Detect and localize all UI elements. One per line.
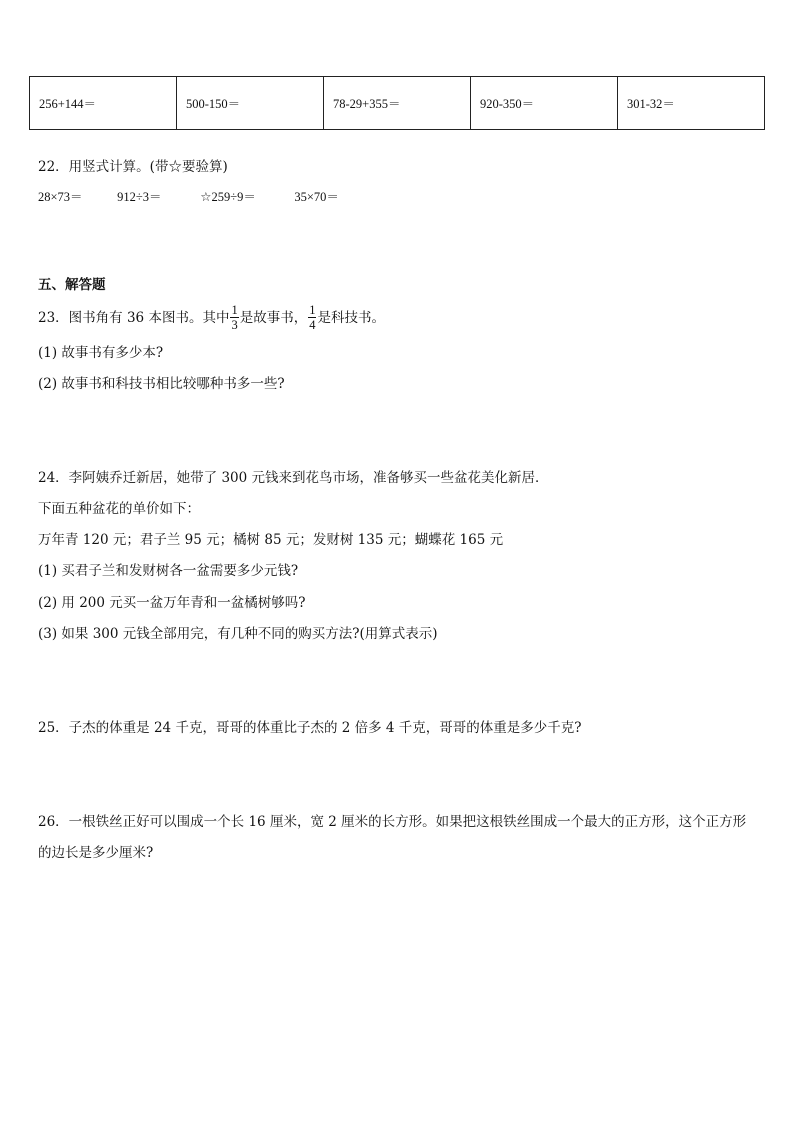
table-cell: 78-29+355＝ — [324, 77, 471, 130]
table-cell: 301-32＝ — [618, 77, 765, 130]
oral-calc-table — [29, 76, 765, 130]
table-cell: 920-350＝ — [471, 77, 618, 130]
expression: ☆259÷9＝ — [200, 190, 256, 204]
question-22-heading: 22．用竖式计算。(带☆要验算) — [38, 159, 228, 175]
expression: 912÷3＝ — [117, 190, 162, 204]
section-title: 五、解答题 — [38, 277, 106, 293]
question-23-sub1: (1) 故事书有多少本? — [38, 345, 164, 361]
question-24-line2: 下面五种盆花的单价如下： — [38, 501, 200, 517]
question-26-line2: 的边长是多少厘米? — [38, 845, 154, 861]
question-26-line1: 26．一根铁丝正好可以围成一个长 16 厘米，宽 2 厘米的长方形。如果把这根铁丝围成一个最大的正方形，这个正方形 — [38, 814, 747, 830]
fraction-denominator: 3 — [231, 318, 238, 332]
question-24-sub1: (1) 买君子兰和发财树各一盆需要多少元钱? — [38, 563, 299, 579]
question-23-text — [38, 303, 385, 333]
question-23-suffix: 是科技书。 — [317, 310, 385, 326]
question-24-line1: 24．李阿姨乔迁新居，她带了 300 元钱来到花鸟市场，准备够买一些盆花美化新居． — [38, 470, 549, 486]
question-24-sub3: (3) 如果 300 元钱全部用完，有几种不同的购买方法?(用算式表示) — [38, 626, 438, 642]
fraction-denominator: 4 — [309, 318, 316, 332]
fraction-numerator: 1 — [309, 303, 316, 317]
question-25-text: 25．子杰的体重是 24 千克，哥哥的体重比子杰的 2 倍多 4 千克，哥哥的体重是多少千克? — [38, 720, 582, 736]
fraction-one-third — [230, 304, 238, 331]
table-cell: 500-150＝ — [177, 77, 324, 130]
question-23-mid: 是故事书， — [239, 310, 308, 326]
fraction-one-fourth — [308, 304, 316, 331]
question-22-expressions — [38, 188, 339, 206]
question-23-prefix: 23．图书角有 36 本图书。其中 — [38, 310, 230, 326]
expression: 35×70＝ — [294, 190, 339, 204]
question-23-sub2: (2) 故事书和科技书相比较哪种书多一些? — [38, 376, 285, 392]
question-24-sub2: (2) 用 200 元买一盆万年青和一盆橘树够吗? — [38, 595, 306, 611]
table-cell: 256+144＝ — [30, 77, 177, 130]
expression: 28×73＝ — [38, 190, 83, 204]
question-24-prices: 万年青 120 元；君子兰 95 元；橘树 85 元；发财树 135 元；蝴蝶花 165 元 — [38, 532, 504, 548]
fraction-numerator: 1 — [231, 303, 238, 317]
table-row — [30, 77, 765, 130]
